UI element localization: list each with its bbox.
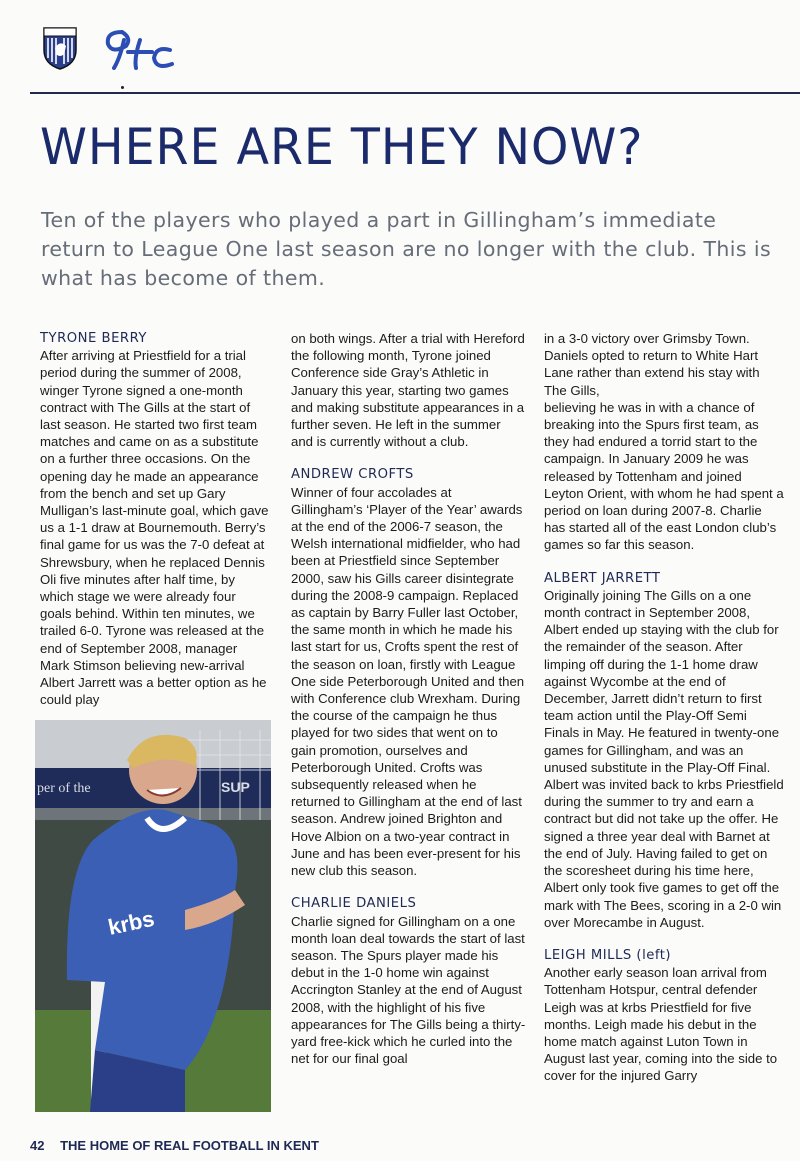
leigh-mills-heading: LEIGH MILLS (left) xyxy=(544,947,672,963)
print-speck xyxy=(121,86,124,89)
footer-tagline: THE HOME OF REAL FOOTBALL IN KENT xyxy=(60,1138,319,1153)
page-number: 42 xyxy=(30,1138,45,1153)
tyrone-berry-text-continued: on both wings. After a trial with Hereford the following month, Tyrone joined Conference side Gray’s Athletic in January this year, starting two games and making substitute appearances in a further seven. He left in the summer and is currently without a club. xyxy=(291,331,525,450)
column-3 xyxy=(544,330,784,1085)
stand-hoarding-text: per of the xyxy=(37,781,91,796)
header-rule xyxy=(30,92,800,94)
charlie-daniels-text-continued-2: believing he was in with a chance of breaking into the Spurs first team, as they had endured a torrid start to the campaign. In January 2009 he was released by Tottenham and joined Leyton Orient, with whom he had spent a period on loan during 2007-8. Charlie has started all of the east London club’s games so far this season. xyxy=(544,399,784,553)
leigh-mills-text: Another early season loan arrival from Tottenham Hotspur, central defender Leigh was at krbs Priestfield for five months. Leigh made his debut in the home match against Luton Town in August last year, coming into the side to cover for the injured Garry xyxy=(544,965,778,1084)
albert-jarrett-heading: ALBERT JARRETT xyxy=(544,570,661,586)
player-photo xyxy=(35,720,271,1112)
intro-standfirst: Ten of the players who played a part in Gillingham’s immediate return to League One last season are no longer with the club. This is what has become of them. xyxy=(41,208,772,290)
charlie-daniels-text-continued: in a 3-0 victory over Grimsby Town. Daniels opted to return to White Hart Lane rather than extend his stay with The Gills, xyxy=(544,331,760,398)
andrew-crofts-heading: ANDREW CROFTS xyxy=(291,467,414,483)
column-1 xyxy=(40,330,270,708)
tyrone-berry-text: After arriving at Priestfield for a trial period during the summer of 2008, winger Tyrone signed a one-month contract with The Gills at the start of last season. He started two first team matches and came on as a substitute on a further three occasions. On the opening day he made an appearance from the bench and set up Gary Mulligan’s last-minute goal, which gave us a 1-1 draw at Bournemouth. Berry’s final game for us was the 7-0 defeat at Shrewsbury, when he replaced Dennis Oli five minutes after half time, by which stage we were already four goals behind. Within ten minutes, we trailed 6-0. Tyrone was released at the end of September 2008, manager Mark Stimson believing new-arrival Albert Jarrett was a better option as he could play xyxy=(40,348,269,708)
tyrone-berry-heading: TYRONE BERRY xyxy=(40,331,147,346)
stand-hoarding-text-2: SUP xyxy=(221,779,250,795)
gfc-monogram-logo xyxy=(100,24,178,74)
page-title: WHERE ARE THEY NOW? xyxy=(40,118,644,176)
andrew-crofts-text: Winner of four accolades at Gillingham’s ‘Player of the Year’ awards at the end of the 2006-7 season, the Welsh international midfielder, who had been at Priestfield since September 2000, saw his Gills career disintegrate during the 2008-9 campaign. Replaced as captain by Barry Fuller last October, the same month in which he made his last start for us, Crofts spent the rest of the season on loan, firstly with League One side Peterborough United and then with Conference club Wrexham. During the course of the campaign he thus played for two sides that went on to gain promotion, ourselves and Peterborough United. Crofts was subsequently released when he returned to Gillingham at the end of last season. Andrew joined Brighton and Hove Albion on a two-year contract in June and has been ever-present for his new club this season. xyxy=(291,484,525,879)
column-2 xyxy=(291,330,526,1067)
shirt-sponsor: krbs xyxy=(105,905,157,940)
charlie-daniels-heading: CHARLIE DANIELS xyxy=(291,896,417,912)
charlie-daniels-text: Charlie signed for Gillingham on a one month loan deal towards the start of last season. The Spurs player made his debut in the 1-0 home win against Accrington Stanley at the end of August 2008, with the highlight of his five appearances for The Gills being a thirty-yard free-kick which he curled into the net for our final goal xyxy=(291,913,526,1067)
masthead xyxy=(0,0,800,100)
albert-jarrett-text: Originally joining The Gills on a one month contract in September 2008, Albert ended up staying with the club for the remainder of the season. After limping off during the 1-1 home draw against Wycombe at the end of December, Jarrett didn’t return to first team action until the Play-Off Semi Finals in May. He featured in twenty-one games for Gillingham, and was an unused substitute in the Play-Off Final. Albert was invited back to krbs Priestfield during the summer to try and earn a contract but did not take up the offer. He signed a three year deal with Barnet at the end of July. Having failed to get on the scoresheet during his time here, Albert only took five games to get off the mark with The Bees, scoring in a 2-0 win over Morecambe in August. xyxy=(544,587,784,930)
page-footer xyxy=(30,1138,319,1153)
club-crest-icon xyxy=(42,24,78,70)
